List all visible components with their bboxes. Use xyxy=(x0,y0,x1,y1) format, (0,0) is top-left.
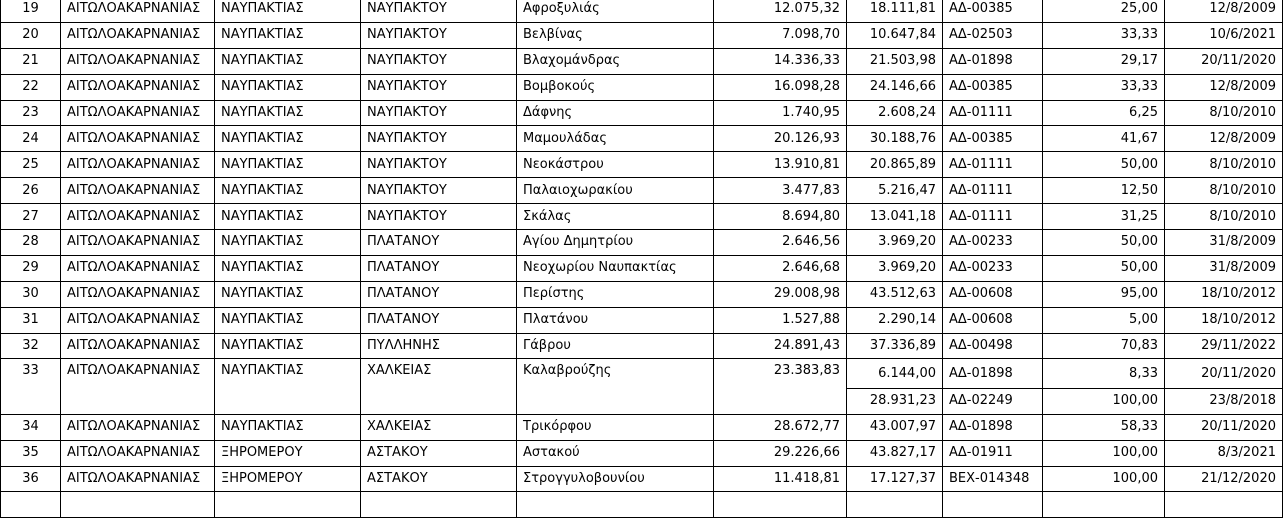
percentage-cell: 41,67 xyxy=(1043,126,1165,152)
municipal-unit-cell: ΧΑΛΚΕΙΑΣ xyxy=(361,359,517,388)
prefecture-cell: ΑΙΤΩΛΟΑΚΑΡΝΑΝΙΑΣ xyxy=(61,48,215,74)
decision-code-cell: ΑΔ-01898 xyxy=(943,359,1043,388)
municipality-cell: ΝΑΥΠΑΚΤΙΑΣ xyxy=(215,255,361,281)
amount-secondary-cell: 10.647,84 xyxy=(847,22,943,48)
percentage-cell: 50,00 xyxy=(1043,152,1165,178)
date-cell: 31/8/2009 xyxy=(1165,230,1283,256)
date-cell: 8/10/2010 xyxy=(1165,204,1283,230)
prefecture-cell: ΑΙΤΩΛΟΑΚΑΡΝΑΝΙΑΣ xyxy=(61,152,215,178)
amount-secondary-cell: 3.969,20 xyxy=(847,230,943,256)
percentage-cell: 31,25 xyxy=(1043,204,1165,230)
community-cell: Τρικόρφου xyxy=(517,414,714,440)
community-cell: Βομβοκούς xyxy=(517,74,714,100)
prefecture-cell: ΑΙΤΩΛΟΑΚΑΡΝΑΝΙΑΣ xyxy=(61,100,215,126)
municipality-cell: ΝΑΥΠΑΚΤΙΑΣ xyxy=(215,152,361,178)
decision-code-cell: ΑΔ-01911 xyxy=(943,440,1043,466)
amount-cell: 28.672,77 xyxy=(714,414,847,440)
decision-code-cell xyxy=(943,492,1043,518)
amount-secondary-cell: 2.290,14 xyxy=(847,307,943,333)
municipal-unit-cell: ΝΑΥΠΑΚΤΟΥ xyxy=(361,22,517,48)
decision-code-cell: ΑΔ-00608 xyxy=(943,307,1043,333)
municipality-cell: ΝΑΥΠΑΚΤΙΑΣ xyxy=(215,126,361,152)
row-number-cell: 36 xyxy=(1,466,61,492)
amount-secondary-cell: 18.111,81 xyxy=(847,0,943,22)
date-cell: 23/8/2018 xyxy=(1165,388,1283,414)
municipality-cell xyxy=(215,492,361,518)
row-number-cell: 22 xyxy=(1,74,61,100)
table-row xyxy=(1,152,1283,178)
community-cell: Μαμουλάδας xyxy=(517,126,714,152)
amount-cell: 12.075,32 xyxy=(714,0,847,22)
amount-secondary-cell: 24.146,66 xyxy=(847,74,943,100)
row-number-cell: 26 xyxy=(1,178,61,204)
row-number-cell: 34 xyxy=(1,414,61,440)
municipality-cell: ΞΗΡΟΜΕΡΟΥ xyxy=(215,440,361,466)
municipality-cell: ΝΑΥΠΑΚΤΙΑΣ xyxy=(215,307,361,333)
amount-secondary-cell: 17.127,37 xyxy=(847,466,943,492)
amount-cell: 20.126,93 xyxy=(714,126,847,152)
percentage-cell: 50,00 xyxy=(1043,255,1165,281)
prefecture-cell: ΑΙΤΩΛΟΑΚΑΡΝΑΝΙΑΣ xyxy=(61,414,215,440)
row-number-cell: 30 xyxy=(1,281,61,307)
prefecture-cell: ΑΙΤΩΛΟΑΚΑΡΝΑΝΙΑΣ xyxy=(61,0,215,22)
row-number-cell: 21 xyxy=(1,48,61,74)
table-row xyxy=(1,204,1283,230)
percentage-cell: 6,25 xyxy=(1043,100,1165,126)
community-cell: Νεοκάστρου xyxy=(517,152,714,178)
community-cell xyxy=(517,388,714,414)
amount-cell: 24.891,43 xyxy=(714,333,847,359)
table-row xyxy=(1,22,1283,48)
table-body xyxy=(1,0,1283,518)
municipal-unit-cell: ΠΛΑΤΑΝΟΥ xyxy=(361,230,517,256)
prefecture-cell: ΑΙΤΩΛΟΑΚΑΡΝΑΝΙΑΣ xyxy=(61,307,215,333)
prefecture-cell: ΑΙΤΩΛΟΑΚΑΡΝΑΝΙΑΣ xyxy=(61,281,215,307)
date-cell: 8/10/2010 xyxy=(1165,178,1283,204)
percentage-cell: 29,17 xyxy=(1043,48,1165,74)
community-cell: Σκάλας xyxy=(517,204,714,230)
date-cell xyxy=(1165,492,1283,518)
decision-code-cell: ΑΔ-02249 xyxy=(943,388,1043,414)
decision-code-cell: ΑΔ-02503 xyxy=(943,22,1043,48)
decision-code-cell: ΑΔ-01111 xyxy=(943,178,1043,204)
decision-code-cell: ΑΔ-00233 xyxy=(943,255,1043,281)
table-row xyxy=(1,307,1283,333)
municipality-cell: ΝΑΥΠΑΚΤΙΑΣ xyxy=(215,22,361,48)
table-row xyxy=(1,414,1283,440)
municipality-cell: ΝΑΥΠΑΚΤΙΑΣ xyxy=(215,100,361,126)
amount-cell: 29.008,98 xyxy=(714,281,847,307)
community-cell: Παλαιοχωρακίου xyxy=(517,178,714,204)
amount-cell: 14.336,33 xyxy=(714,48,847,74)
percentage-cell: 33,33 xyxy=(1043,22,1165,48)
municipality-cell: ΝΑΥΠΑΚΤΙΑΣ xyxy=(215,230,361,256)
amount-cell: 8.694,80 xyxy=(714,204,847,230)
date-cell: 12/8/2009 xyxy=(1165,0,1283,22)
municipality-cell: ΝΑΥΠΑΚΤΙΑΣ xyxy=(215,178,361,204)
prefecture-cell: ΑΙΤΩΛΟΑΚΑΡΝΑΝΙΑΣ xyxy=(61,333,215,359)
community-cell: Αστακού xyxy=(517,440,714,466)
community-cell: Νεοχωρίου Ναυπακτίας xyxy=(517,255,714,281)
table-row xyxy=(1,178,1283,204)
municipality-cell: ΝΑΥΠΑΚΤΙΑΣ xyxy=(215,74,361,100)
amount-cell: 29.226,66 xyxy=(714,440,847,466)
amount-secondary-cell: 6.144,00 xyxy=(847,359,943,388)
date-cell: 20/11/2020 xyxy=(1165,48,1283,74)
municipality-cell: ΞΗΡΟΜΕΡΟΥ xyxy=(215,466,361,492)
row-number-cell xyxy=(1,388,61,414)
amount-cell: 2.646,56 xyxy=(714,230,847,256)
municipal-unit-cell: ΝΑΥΠΑΚΤΟΥ xyxy=(361,152,517,178)
amount-cell: 13.910,81 xyxy=(714,152,847,178)
table-row xyxy=(1,440,1283,466)
municipality-cell: ΝΑΥΠΑΚΤΙΑΣ xyxy=(215,48,361,74)
percentage-cell: 50,00 xyxy=(1043,230,1165,256)
amount-cell: 7.098,70 xyxy=(714,22,847,48)
municipal-unit-cell: ΝΑΥΠΑΚΤΟΥ xyxy=(361,204,517,230)
municipal-unit-cell: ΠΥΛΛΗΝΗΣ xyxy=(361,333,517,359)
community-cell: Περίστης xyxy=(517,281,714,307)
municipal-unit-cell: ΠΛΑΤΑΝΟΥ xyxy=(361,307,517,333)
row-number-cell: 31 xyxy=(1,307,61,333)
community-cell: Αγίου Δημητρίου xyxy=(517,230,714,256)
community-cell: Καλαβρούζης xyxy=(517,359,714,388)
date-cell: 8/10/2010 xyxy=(1165,152,1283,178)
decision-code-cell: ΑΔ-01111 xyxy=(943,100,1043,126)
amount-secondary-cell: 21.503,98 xyxy=(847,48,943,74)
municipality-cell xyxy=(215,388,361,414)
municipality-cell: ΝΑΥΠΑΚΤΙΑΣ xyxy=(215,414,361,440)
date-cell: 12/8/2009 xyxy=(1165,126,1283,152)
amount-cell: 11.418,81 xyxy=(714,466,847,492)
prefecture-cell: ΑΙΤΩΛΟΑΚΑΡΝΑΝΙΑΣ xyxy=(61,359,215,388)
municipal-unit-cell: ΝΑΥΠΑΚΤΟΥ xyxy=(361,178,517,204)
amount-secondary-cell: 43.827,17 xyxy=(847,440,943,466)
date-cell: 18/10/2012 xyxy=(1165,307,1283,333)
amount-cell xyxy=(714,388,847,414)
amount-cell: 1.527,88 xyxy=(714,307,847,333)
prefecture-cell: ΑΙΤΩΛΟΑΚΑΡΝΑΝΙΑΣ xyxy=(61,126,215,152)
row-number-cell: 25 xyxy=(1,152,61,178)
prefecture-cell: ΑΙΤΩΛΟΑΚΑΡΝΑΝΙΑΣ xyxy=(61,74,215,100)
municipal-unit-cell: ΠΛΑΤΑΝΟΥ xyxy=(361,255,517,281)
percentage-cell: 100,00 xyxy=(1043,440,1165,466)
decision-code-cell: ΑΔ-01898 xyxy=(943,48,1043,74)
date-cell: 12/8/2009 xyxy=(1165,74,1283,100)
date-cell: 29/11/2022 xyxy=(1165,333,1283,359)
percentage-cell: 33,33 xyxy=(1043,74,1165,100)
municipal-unit-cell: ΝΑΥΠΑΚΤΟΥ xyxy=(361,126,517,152)
percentage-cell: 100,00 xyxy=(1043,466,1165,492)
municipal-unit-cell: ΧΑΛΚΕΙΑΣ xyxy=(361,414,517,440)
amount-cell: 2.646,68 xyxy=(714,255,847,281)
row-number-cell: 35 xyxy=(1,440,61,466)
decision-code-cell: ΑΔ-00385 xyxy=(943,126,1043,152)
municipal-unit-cell: ΝΑΥΠΑΚΤΟΥ xyxy=(361,100,517,126)
date-cell: 18/10/2012 xyxy=(1165,281,1283,307)
prefecture-cell: ΑΙΤΩΛΟΑΚΑΡΝΑΝΙΑΣ xyxy=(61,22,215,48)
municipal-unit-cell: ΑΣΤΑΚΟΥ xyxy=(361,466,517,492)
table-row xyxy=(1,492,1283,518)
municipal-unit-cell: ΝΑΥΠΑΚΤΟΥ xyxy=(361,74,517,100)
amount-cell: 1.740,95 xyxy=(714,100,847,126)
amount-cell: 16.098,28 xyxy=(714,74,847,100)
table-row xyxy=(1,333,1283,359)
community-cell: Βελβίνας xyxy=(517,22,714,48)
municipal-unit-cell: ΝΑΥΠΑΚΤΟΥ xyxy=(361,0,517,22)
municipality-cell: ΝΑΥΠΑΚΤΙΑΣ xyxy=(215,333,361,359)
community-cell: Αφροξυλιάς xyxy=(517,0,714,22)
prefecture-cell: ΑΙΤΩΛΟΑΚΑΡΝΑΝΙΑΣ xyxy=(61,178,215,204)
percentage-cell: 58,33 xyxy=(1043,414,1165,440)
decision-code-cell: ΑΔ-01111 xyxy=(943,204,1043,230)
amount-cell: 23.383,83 xyxy=(714,359,847,388)
percentage-cell xyxy=(1043,492,1165,518)
percentage-cell: 70,83 xyxy=(1043,333,1165,359)
table-row xyxy=(1,466,1283,492)
row-number-cell: 33 xyxy=(1,359,61,388)
amount-secondary-cell: 43.512,63 xyxy=(847,281,943,307)
table-row xyxy=(1,126,1283,152)
decision-code-cell: ΑΔ-00385 xyxy=(943,0,1043,22)
row-number-cell xyxy=(1,492,61,518)
decision-code-cell: ΑΔ-00385 xyxy=(943,74,1043,100)
decision-code-cell: ΑΔ-00498 xyxy=(943,333,1043,359)
amount-secondary-cell xyxy=(847,492,943,518)
prefecture-cell xyxy=(61,492,215,518)
community-cell: Δάφνης xyxy=(517,100,714,126)
date-cell: 20/11/2020 xyxy=(1165,414,1283,440)
percentage-cell: 8,33 xyxy=(1043,359,1165,388)
prefecture-cell: ΑΙΤΩΛΟΑΚΑΡΝΑΝΙΑΣ xyxy=(61,255,215,281)
table-row xyxy=(1,0,1283,22)
community-cell: Στρογγυλοβουνίου xyxy=(517,466,714,492)
prefecture-cell: ΑΙΤΩΛΟΑΚΑΡΝΑΝΙΑΣ xyxy=(61,230,215,256)
row-number-cell: 24 xyxy=(1,126,61,152)
date-cell: 10/6/2021 xyxy=(1165,22,1283,48)
date-cell: 8/10/2010 xyxy=(1165,100,1283,126)
row-number-cell: 20 xyxy=(1,22,61,48)
date-cell: 20/11/2020 xyxy=(1165,359,1283,388)
municipal-unit-cell: ΠΛΑΤΑΝΟΥ xyxy=(361,281,517,307)
prefecture-cell: ΑΙΤΩΛΟΑΚΑΡΝΑΝΙΑΣ xyxy=(61,204,215,230)
percentage-cell: 25,00 xyxy=(1043,0,1165,22)
amount-secondary-cell: 37.336,89 xyxy=(847,333,943,359)
municipality-cell: ΝΑΥΠΑΚΤΙΑΣ xyxy=(215,281,361,307)
decision-code-cell: ΑΔ-00233 xyxy=(943,230,1043,256)
decision-code-cell: ΑΔ-01898 xyxy=(943,414,1043,440)
table-row xyxy=(1,100,1283,126)
table-row xyxy=(1,230,1283,256)
decision-code-cell: ΑΔ-01111 xyxy=(943,152,1043,178)
percentage-cell: 5,00 xyxy=(1043,307,1165,333)
community-cell xyxy=(517,492,714,518)
row-number-cell: 23 xyxy=(1,100,61,126)
date-cell: 21/12/2020 xyxy=(1165,466,1283,492)
amount-secondary-cell: 28.931,23 xyxy=(847,388,943,414)
municipal-unit-cell: ΑΣΤΑΚΟΥ xyxy=(361,440,517,466)
amount-secondary-cell: 43.007,97 xyxy=(847,414,943,440)
percentage-cell: 12,50 xyxy=(1043,178,1165,204)
amount-secondary-cell: 2.608,24 xyxy=(847,100,943,126)
table-row xyxy=(1,281,1283,307)
amount-secondary-cell: 5.216,47 xyxy=(847,178,943,204)
municipality-cell: ΝΑΥΠΑΚΤΙΑΣ xyxy=(215,0,361,22)
amount-secondary-cell: 3.969,20 xyxy=(847,255,943,281)
community-cell: Πλατάνου xyxy=(517,307,714,333)
decision-code-cell: ΒΕΧ-014348 xyxy=(943,466,1043,492)
municipal-unit-cell xyxy=(361,492,517,518)
date-cell: 31/8/2009 xyxy=(1165,255,1283,281)
row-number-cell: 19 xyxy=(1,0,61,22)
table-row xyxy=(1,388,1283,414)
municipal-unit-cell xyxy=(361,388,517,414)
table-row xyxy=(1,74,1283,100)
row-number-cell: 32 xyxy=(1,333,61,359)
table-row xyxy=(1,48,1283,74)
amount-secondary-cell: 30.188,76 xyxy=(847,126,943,152)
community-cell: Βλαχομάνδρας xyxy=(517,48,714,74)
table-row xyxy=(1,255,1283,281)
municipality-cell: ΝΑΥΠΑΚΤΙΑΣ xyxy=(215,359,361,388)
amount-cell xyxy=(714,492,847,518)
prefecture-cell xyxy=(61,388,215,414)
row-number-cell: 27 xyxy=(1,204,61,230)
percentage-cell: 100,00 xyxy=(1043,388,1165,414)
community-cell: Γάβρου xyxy=(517,333,714,359)
municipality-cell: ΝΑΥΠΑΚΤΙΑΣ xyxy=(215,204,361,230)
municipal-unit-cell: ΝΑΥΠΑΚΤΟΥ xyxy=(361,48,517,74)
prefecture-cell: ΑΙΤΩΛΟΑΚΑΡΝΑΝΙΑΣ xyxy=(61,440,215,466)
amount-secondary-cell: 20.865,89 xyxy=(847,152,943,178)
row-number-cell: 29 xyxy=(1,255,61,281)
prefecture-cell: ΑΙΤΩΛΟΑΚΑΡΝΑΝΙΑΣ xyxy=(61,466,215,492)
amount-cell: 3.477,83 xyxy=(714,178,847,204)
date-cell: 8/3/2021 xyxy=(1165,440,1283,466)
table-row xyxy=(1,359,1283,388)
amount-secondary-cell: 13.041,18 xyxy=(847,204,943,230)
percentage-cell: 95,00 xyxy=(1043,281,1165,307)
decision-code-cell: ΑΔ-00608 xyxy=(943,281,1043,307)
row-number-cell: 28 xyxy=(1,230,61,256)
